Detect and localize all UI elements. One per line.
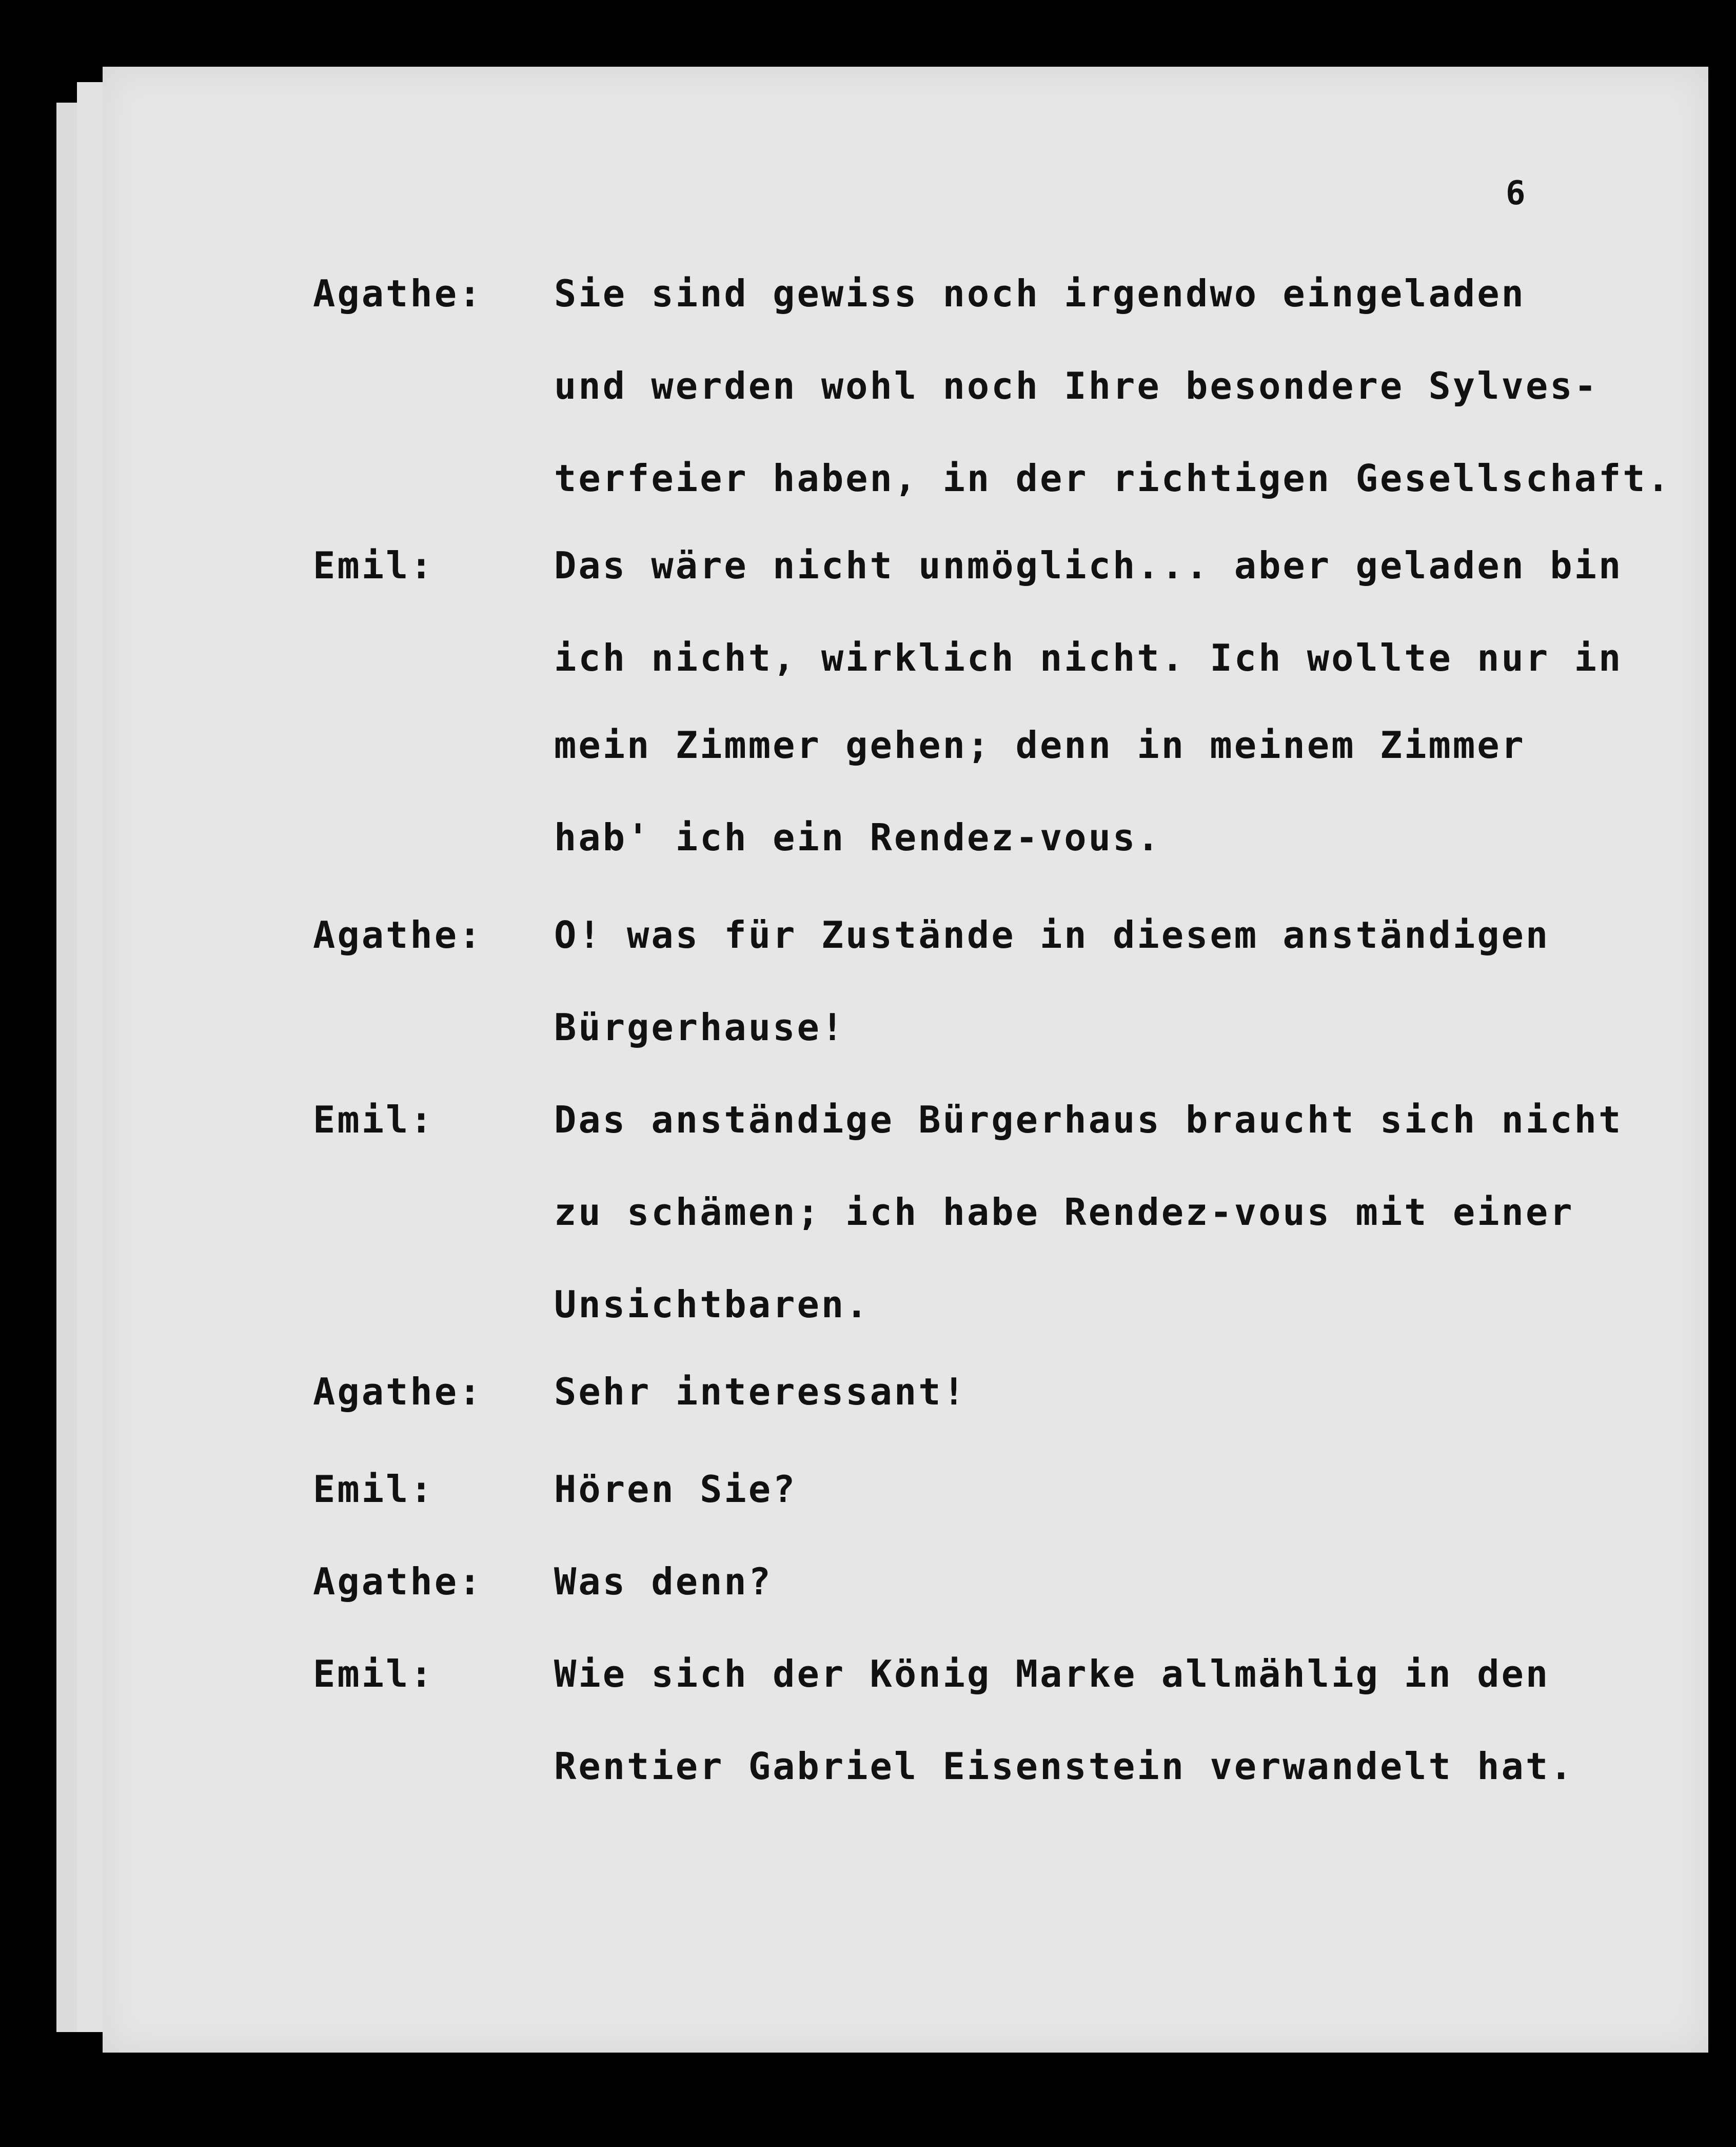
dialogue-line: O! was für Zustände in diesem anständigen [554,913,1550,957]
dialogue-line: Bürgerhause! [554,1006,846,1049]
speaker-name: Agathe: [313,272,483,315]
dialogue-line: ich nicht, wirklich nicht. Ich wollte nur in [554,636,1623,679]
dialogue-line: Hören Sie? [554,1468,797,1511]
dialogue-line: Das wäre nicht unmöglich... aber geladen bin [554,544,1623,587]
dialogue-line: terfeier haben, in der richtigen Gesellschaft. [554,457,1671,500]
page-number: 6 [1506,174,1526,212]
dialogue-line: Was denn? [554,1560,773,1603]
dialogue-line: Sehr interessant! [554,1370,967,1413]
dialogue-line: und werden wohl noch Ihre besondere Sylves- [554,364,1599,407]
dialogue-line: Das anständige Bürgerhaus braucht sich nicht [554,1098,1623,1141]
speaker-name: Emil: [313,1652,435,1695]
speaker-name: Agathe: [313,913,483,957]
dialogue-line: Sie sind gewiss noch irgendwo eingeladen [554,272,1526,315]
dialogue-line: hab' ich ein Rendez-vous. [554,816,1161,859]
dialogue-line: Unsichtbaren. [554,1283,870,1326]
speaker-name: Agathe: [313,1370,483,1413]
speaker-name: Emil: [313,1098,435,1141]
speaker-name: Emil: [313,544,435,587]
dialogue-line: Wie sich der König Marke allmählig in den [554,1652,1550,1695]
speaker-name: Agathe: [313,1560,483,1603]
speaker-name: Emil: [313,1468,435,1511]
dialogue-line: mein Zimmer gehen; denn in meinem Zimmer [554,724,1526,767]
dialogue-line: Rentier Gabriel Eisenstein verwandelt hat. [554,1745,1574,1788]
dialogue-line: zu schämen; ich habe Rendez-vous mit einer [554,1190,1574,1234]
